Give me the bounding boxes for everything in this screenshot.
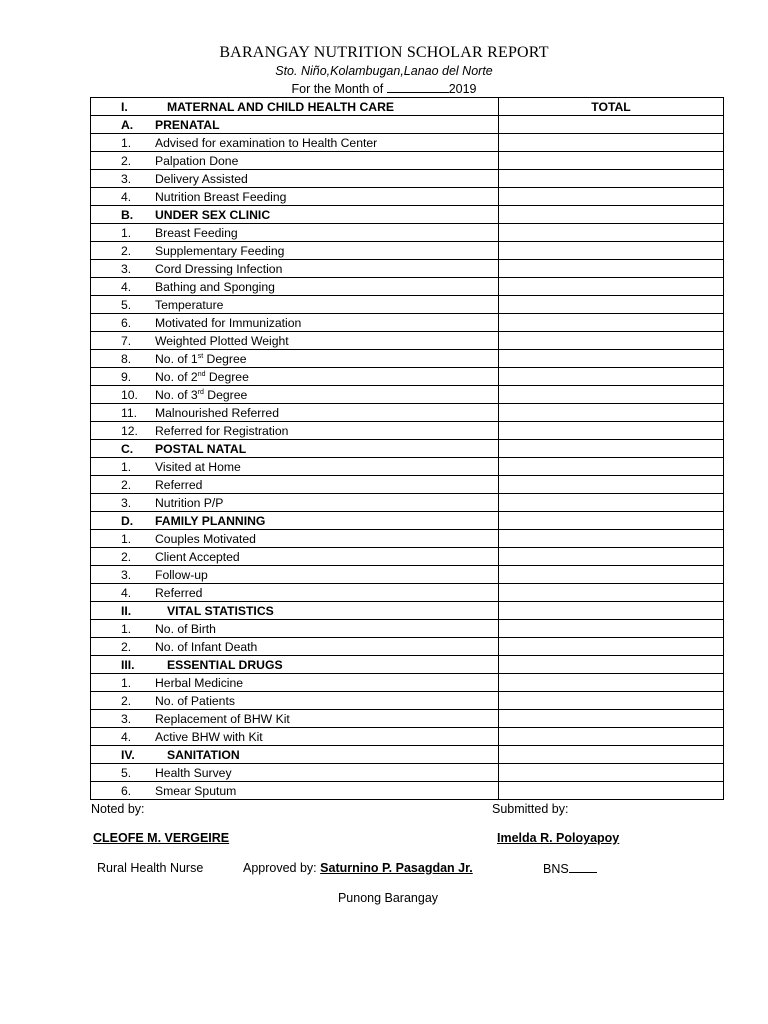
item-label-cell (91, 242, 499, 260)
item-label-cell (91, 350, 499, 368)
submitted-by-name: Imelda R. Poloyapoy (497, 831, 620, 845)
item-text: Palpation Done (155, 153, 239, 168)
item-label-cell (91, 548, 499, 566)
item-number: 1. (121, 531, 132, 546)
section-title: MATERNAL AND CHILD HEALTH CARE (167, 99, 395, 114)
item-text: Referred (155, 477, 203, 492)
item-label-cell (91, 260, 499, 278)
item-label-cell (91, 746, 499, 764)
report-location: Sto. Niño,Kolambugan,Lanao del Norte (275, 64, 493, 78)
item-number: 9. (121, 369, 132, 384)
item-number: IV. (121, 747, 135, 762)
item-row (91, 620, 724, 638)
item-label-cell (91, 692, 499, 710)
item-row (91, 260, 724, 278)
total-cell[interactable] (499, 656, 724, 674)
item-text: VITAL STATISTICS (167, 603, 274, 618)
item-label-cell (91, 386, 499, 404)
item-number: 7. (121, 333, 132, 348)
item-row (91, 350, 724, 368)
total-cell[interactable] (499, 404, 724, 422)
item-text: Nutrition P/P (155, 495, 224, 510)
item-number: 1. (121, 459, 132, 474)
item-number: 2. (121, 639, 132, 654)
item-row (91, 566, 724, 584)
section-row (91, 440, 724, 458)
item-number: 3. (121, 261, 132, 276)
item-text: Nutrition Breast Feeding (155, 189, 287, 204)
total-cell[interactable] (499, 170, 724, 188)
total-cell[interactable] (499, 386, 724, 404)
item-label-cell (91, 584, 499, 602)
item-row (91, 494, 724, 512)
item-number: 4. (121, 729, 132, 744)
item-label-cell (91, 404, 499, 422)
total-cell[interactable] (499, 314, 724, 332)
approved-by-label: Approved by: (243, 861, 317, 875)
total-cell[interactable] (499, 710, 724, 728)
total-cell[interactable] (499, 206, 724, 224)
item-row (91, 476, 724, 494)
total-cell[interactable] (499, 458, 724, 476)
total-cell[interactable] (499, 188, 724, 206)
total-cell[interactable] (499, 548, 724, 566)
item-number: II. (121, 603, 132, 618)
item-row (91, 332, 724, 350)
item-label-cell (91, 656, 499, 674)
bns-line (543, 861, 597, 876)
bns-blank[interactable] (569, 861, 597, 873)
item-text: Follow-up (155, 567, 208, 582)
item-row (91, 368, 724, 386)
total-cell[interactable] (499, 368, 724, 386)
item-number: 2. (121, 549, 132, 564)
item-text: No. of 3 (155, 387, 198, 402)
item-label-cell (91, 728, 499, 746)
header-item-cell (91, 98, 499, 116)
bns-label: BNS (543, 862, 569, 876)
item-number: 1. (121, 621, 132, 636)
item-number: 6. (121, 783, 132, 798)
section-row (91, 656, 724, 674)
item-text: Supplementary Feeding (155, 243, 285, 258)
item-text: UNDER SEX CLINIC (155, 207, 271, 222)
report-title: BARANGAY NUTRITION SCHOLAR REPORT (219, 44, 549, 61)
month-prefix: For the Month of (291, 82, 384, 96)
total-cell[interactable] (499, 602, 724, 620)
item-text: No. of Infant Death (155, 639, 258, 654)
item-number: 3. (121, 711, 132, 726)
item-number: 1. (121, 225, 132, 240)
item-text: No. of Birth (155, 621, 216, 636)
item-row (91, 548, 724, 566)
item-row (91, 674, 724, 692)
item-text: Motivated for Immunization (155, 315, 302, 330)
item-row (91, 278, 724, 296)
total-cell[interactable] (499, 350, 724, 368)
total-cell[interactable] (499, 584, 724, 602)
item-text: Herbal Medicine (155, 675, 244, 690)
total-cell[interactable] (499, 674, 724, 692)
total-cell[interactable] (499, 116, 724, 134)
item-text: Health Survey (155, 765, 232, 780)
total-cell[interactable] (499, 260, 724, 278)
item-row (91, 404, 724, 422)
item-text-suffix: Degree (203, 351, 247, 366)
item-label-cell (91, 620, 499, 638)
item-label-cell (91, 602, 499, 620)
item-text: POSTAL NATAL (155, 441, 247, 456)
report-month-line (0, 81, 768, 96)
item-row (91, 458, 724, 476)
item-text: Cord Dressing Infection (155, 261, 283, 276)
total-cell[interactable] (499, 476, 724, 494)
total-cell[interactable] (499, 278, 724, 296)
total-cell[interactable] (499, 242, 724, 260)
item-row (91, 314, 724, 332)
item-text: Visited at Home (155, 459, 241, 474)
item-text: No. of Patients (155, 693, 235, 708)
item-row (91, 422, 724, 440)
item-row (91, 530, 724, 548)
total-cell[interactable] (499, 440, 724, 458)
item-label-cell (91, 314, 499, 332)
item-label-cell (91, 188, 499, 206)
item-number: 4. (121, 585, 132, 600)
item-row (91, 386, 724, 404)
item-label-cell (91, 296, 499, 314)
item-row (91, 638, 724, 656)
item-row (91, 170, 724, 188)
item-text: Malnourished Referred (155, 405, 279, 420)
report-table (90, 97, 724, 800)
item-text: Temperature (155, 297, 224, 312)
ordinal-suffix: st (197, 352, 204, 360)
section-row (91, 116, 724, 134)
total-cell[interactable] (499, 728, 724, 746)
total-cell[interactable] (499, 638, 724, 656)
item-label-cell (91, 116, 499, 134)
item-row (91, 296, 724, 314)
item-number: 4. (121, 279, 132, 294)
section-row (91, 746, 724, 764)
month-blank[interactable] (387, 81, 449, 93)
item-text: Advised for examination to Health Center (155, 135, 378, 150)
total-column-header: TOTAL (499, 98, 724, 116)
item-row (91, 224, 724, 242)
section-row (91, 206, 724, 224)
section-row (91, 602, 724, 620)
item-text: Weighted Plotted Weight (155, 333, 289, 348)
item-number: 3. (121, 495, 132, 510)
item-number: III. (121, 657, 135, 672)
item-number: 3. (121, 567, 132, 582)
item-label-cell (91, 224, 499, 242)
total-cell[interactable] (499, 512, 724, 530)
noted-by-title: Rural Health Nurse (97, 861, 204, 875)
item-text: Active BHW with Kit (155, 729, 263, 744)
item-row (91, 692, 724, 710)
item-text: PRENATAL (155, 117, 220, 132)
ordinal-suffix: nd (197, 370, 206, 378)
item-label-cell (91, 512, 499, 530)
item-text: FAMILY PLANNING (155, 513, 266, 528)
approved-by-title: Punong Barangay (337, 891, 439, 905)
total-cell[interactable] (499, 494, 724, 512)
item-row (91, 152, 724, 170)
item-number: C. (121, 441, 134, 456)
item-row (91, 242, 724, 260)
item-text: Referred (155, 585, 203, 600)
item-label-cell (91, 152, 499, 170)
item-label-cell (91, 566, 499, 584)
item-number: 5. (121, 297, 132, 312)
item-text: Referred for Registration (155, 423, 289, 438)
item-text-suffix: Degree (203, 387, 248, 402)
noted-by-name: CLEOFE M. VERGEIRE (93, 831, 230, 845)
item-row (91, 134, 724, 152)
item-label-cell (91, 134, 499, 152)
item-number: 8. (121, 351, 132, 366)
section-row (91, 512, 724, 530)
item-number: A. (121, 117, 134, 132)
item-text: Smear Sputum (155, 783, 237, 798)
total-cell[interactable] (499, 422, 724, 440)
total-cell[interactable] (499, 692, 724, 710)
approved-by-line (243, 861, 473, 875)
item-label-cell (91, 206, 499, 224)
total-cell[interactable] (499, 782, 724, 800)
total-cell[interactable] (499, 764, 724, 782)
item-text: Breast Feeding (155, 225, 238, 240)
approved-by-name: Saturnino P. Pasagdan Jr. (320, 861, 473, 875)
item-number: 12. (121, 423, 138, 438)
item-label-cell (91, 422, 499, 440)
total-cell[interactable] (499, 296, 724, 314)
item-label-cell (91, 638, 499, 656)
item-label-cell (91, 278, 499, 296)
item-number: 2. (121, 477, 132, 492)
total-cell[interactable] (499, 566, 724, 584)
submitted-by-label: Submitted by: (492, 802, 569, 816)
item-number: 6. (121, 315, 132, 330)
item-text: Delivery Assisted (155, 171, 248, 186)
item-text: Couples Motivated (155, 531, 256, 546)
total-cell[interactable] (499, 332, 724, 350)
item-number: B. (121, 207, 134, 222)
item-number: 5. (121, 765, 132, 780)
item-label-cell (91, 332, 499, 350)
section-number: I. (121, 99, 128, 114)
item-number: 1. (121, 675, 132, 690)
item-label-cell (91, 368, 499, 386)
ordinal-suffix: rd (197, 388, 204, 396)
item-text-suffix: Degree (205, 369, 249, 384)
item-text: No. of 2 (155, 369, 198, 384)
item-label-cell (91, 782, 499, 800)
noted-by-label: Noted by: (91, 802, 145, 816)
item-label-cell (91, 710, 499, 728)
item-row (91, 728, 724, 746)
total-cell[interactable] (499, 134, 724, 152)
item-number: 2. (121, 693, 132, 708)
report-year: 2019 (448, 82, 477, 96)
item-text: ESSENTIAL DRUGS (167, 657, 283, 672)
item-row (91, 584, 724, 602)
item-row (91, 188, 724, 206)
total-cell[interactable] (499, 530, 724, 548)
item-label-cell (91, 440, 499, 458)
item-number: 2. (121, 243, 132, 258)
item-number: 11. (121, 405, 138, 420)
item-label-cell (91, 476, 499, 494)
item-number: 3. (121, 171, 132, 186)
table-header-row (91, 98, 724, 116)
item-label-cell (91, 170, 499, 188)
item-label-cell (91, 494, 499, 512)
item-number: 2. (121, 153, 132, 168)
item-row (91, 710, 724, 728)
total-cell[interactable] (499, 620, 724, 638)
item-text: Client Accepted (155, 549, 240, 564)
item-label-cell (91, 764, 499, 782)
total-cell[interactable] (499, 746, 724, 764)
item-row (91, 782, 724, 800)
total-cell[interactable] (499, 152, 724, 170)
item-number: 4. (121, 189, 132, 204)
item-text: SANITATION (167, 747, 240, 762)
item-number: 1. (121, 135, 132, 150)
item-label-cell (91, 458, 499, 476)
item-label-cell (91, 530, 499, 548)
item-label-cell (91, 674, 499, 692)
item-number: 10. (121, 387, 138, 402)
item-number: D. (121, 513, 134, 528)
item-text: Bathing and Sponging (155, 279, 275, 294)
item-text: Replacement of BHW Kit (155, 711, 290, 726)
item-text: No. of 1 (155, 351, 198, 366)
total-cell[interactable] (499, 224, 724, 242)
item-row (91, 764, 724, 782)
